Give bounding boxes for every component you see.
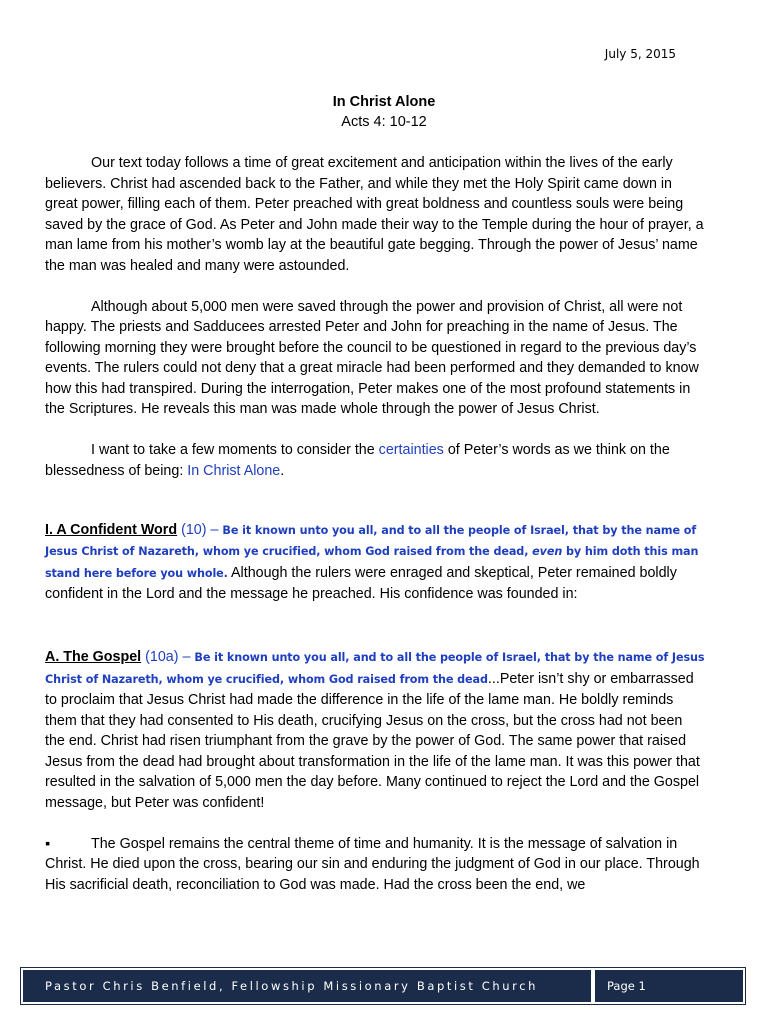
intro-p3-text-middle: of Peter’s words as we think on the blessedness of being: [45, 442, 670, 479]
section-1-dash: – [206, 521, 223, 538]
footer-page-number: Page 1 [595, 970, 743, 1002]
page-footer [20, 967, 746, 1005]
intro-paragraph-1: Our text today follows a time of great excitement and anticipation within the lives of the early believers. Christ had ascended back to the Father, and while they met the Holy Spirit came down in great power, filling each of them. Peter preached with great boldness and countless souls were being saved by the grace of God. As Peter and John made their way to the Temple during the hour of prayer, a man lame from his mother’s womb lay at the beautiful gate begging. Through the power of Jesus’ name the man was healed and many were astounded. [45, 155, 704, 274]
footer-author: Pastor Chris Benfield, Fellowship Missionary Baptist Church [23, 970, 591, 1002]
section-1-scripture-italic: even [532, 545, 563, 558]
intro-p3-text-before: I want to take a few moments to consider the [91, 442, 379, 458]
intro-p3-text-end: . [280, 462, 285, 479]
square-bullet-icon: ▪ [45, 835, 51, 852]
section-a-ellipsis: ... [487, 670, 500, 687]
section-a-heading: A. The Gospel [45, 649, 142, 665]
section-1-verse: (10) [181, 521, 207, 538]
section-a-dash: – [178, 649, 195, 665]
section-a-text: Peter isn’t shy or embarrassed to proclaim that Jesus Christ had made the difference in the life of the lame man. He boldly reminds them that they had consented to His death, crucifying Jesus on the cross, but the cross had not been the end. Christ had risen triumphant from the grave by the power of God. The same power that raised Jesus from the dead had brought about transformation in the life of the lame man. It was this power that resulted in the salvation of 5,000 men the day before. Many continued to reject the Lord and the Gospel message, but Peter was confident! [45, 670, 700, 811]
bullet-text: The Gospel remains the central theme of time and humanity. It is the message of salvation in Christ. He died upon the cross, bearing our sin and enduring the judgment of God in our place. Through His sacrificial death, reconciliation to God was made. Had the cross been the end, we [45, 835, 700, 893]
intro-paragraph-3 [45, 440, 705, 481]
intro-paragraph-2: Although about 5,000 men were saved through the power and provision of Christ, all were not happy. The priests and Sadducees arrested Peter and John for preaching in the name of Jesus. The following morning they were brought before the council to be questioned in regard to the previous day’s events. The rulers could not deny that a great miracle had been performed and they demanded to know how this had transpired. During the interrogation, Peter makes one of the most profound statements in the Scriptures. He reveals this man was made whole through the power of Jesus Christ. [45, 298, 699, 417]
section-1-text: Although the rulers were enraged and skeptical, Peter remained boldly confident in the Lord and the message he preached. His confidence was founded in: [45, 564, 677, 602]
scripture-reference: Acts 4: 10-12 [341, 114, 427, 130]
section-1-heading: I. A Confident Word [45, 521, 178, 538]
in-christ-alone-highlight: In Christ Alone [187, 462, 281, 479]
section-1-paragraph [45, 520, 705, 605]
section-1-scripture-a: Be it known unto you all, and to all the people of Israel, that by the name of Jesus Christ of Nazareth, whom ye crucified, whom God raised from the dead, [45, 523, 697, 558]
title-block [0, 92, 768, 132]
section-a-scripture: Be it known unto you all, and to all the people of Israel, that by the name of Jesus Christ of Nazareth, whom ye crucified, whom God raised from the dead [45, 651, 705, 686]
document-body [45, 153, 705, 895]
sermon-title: In Christ Alone [332, 94, 436, 110]
bullet-paragraph [45, 834, 705, 896]
section-a-verse: (10a) [145, 649, 179, 665]
document-date: July 5, 2015 [604, 47, 676, 61]
section-1-scripture-b: by him doth this man stand here before you whole. [45, 545, 699, 580]
certainties-highlight: certainties [378, 442, 444, 458]
section-a-paragraph [45, 647, 705, 813]
